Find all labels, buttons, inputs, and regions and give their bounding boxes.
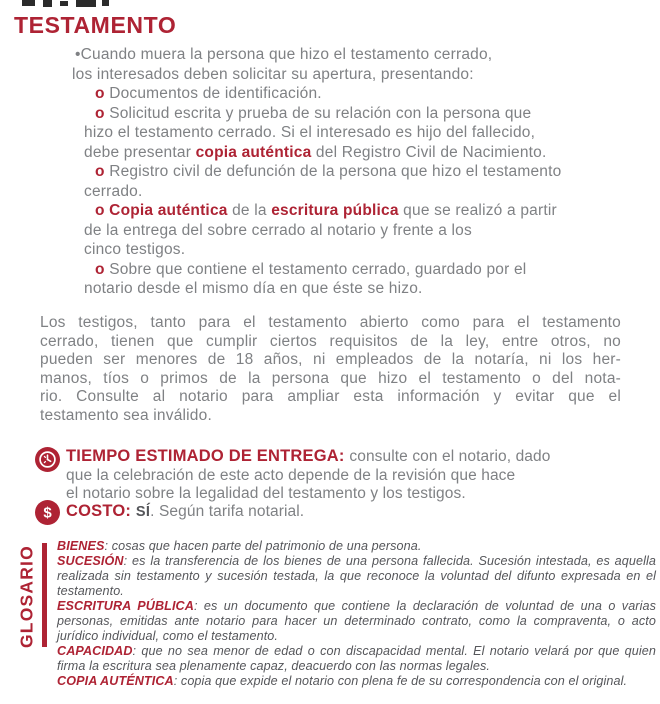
paragraph-line: pueden ser menores de 18 años, ni empleados de la notaría, ni los her- — [40, 351, 621, 369]
cropped-text-fragment — [60, 1, 68, 6]
tiempo-estimado-block — [66, 447, 626, 504]
list-item-line: o Copia auténtica de la escritura pública que se realizó a partir — [95, 202, 557, 219]
glossary-vertical-label: GLOSARIO — [16, 545, 37, 649]
paragraph-line: cerrado, tienen que cumplir ciertos requisitos de la ley, entre otros, no — [40, 332, 621, 350]
list-item-line: de la entrega del sobre cerrado al notario y frente a los — [84, 221, 472, 239]
witnesses-paragraph — [40, 314, 621, 426]
cropped-text-fragment — [102, 0, 109, 6]
list-item-line: debe presentar copia auténtica del Registro Civil de Nacimiento. — [84, 143, 547, 161]
paragraph-line: rio. Consulte al notario para ampliar esta información y evitar que el — [40, 388, 621, 406]
list-item-line: o Sobre que contiene el testamento cerrado, guardado por el — [95, 260, 527, 278]
costo-block — [66, 502, 626, 521]
clock-icon — [35, 447, 60, 472]
list-item-line: hizo el testamento cerrado. Si el interesado es hijo del fallecido, — [84, 124, 536, 141]
list-item-line: cerrado. — [84, 182, 143, 200]
tiempo-line: TIEMPO ESTIMADO DE ENTREGA: consulte con el notario, dado — [66, 447, 551, 465]
svg-text:$: $ — [43, 504, 52, 522]
paragraph-line: manos, tíos o primos de la persona que hizo el testamento o del nota- — [40, 369, 621, 387]
page-title: TESTAMENTO — [14, 12, 177, 38]
glossary-entry: CAPACIDAD: que no sea menor de edad o con discapacidad mental. El notario velará por que quien firma la escritura sea plenamente capaz, deacuerdo con las normas legales. — [57, 644, 656, 673]
glossary-entry: BIENES: cosas que hacen parte del patrimonio de una persona. — [57, 539, 422, 553]
tiempo-line: que la celebración de este acto depende de la revisión que hace — [66, 466, 516, 484]
list-item-line: o Solicitud escrita y prueba de su relación con la persona que — [95, 104, 532, 122]
cropped-text-fragment — [22, 0, 35, 6]
list-item-line: cinco testigos. — [84, 241, 186, 258]
intro-section — [0, 45, 660, 299]
paragraph-line: Los testigos, tanto para el testamento abierto como para el testamento — [40, 314, 621, 331]
glossary-entry: COPIA AUTÉNTICA: copia que expide el notario con plena fe de su correspondencia con el original. — [57, 674, 628, 688]
list-item-line: o Registro civil de defunción de la persona que hizo el testamento — [95, 163, 562, 180]
paragraph-line: testamento sea inválido. — [40, 406, 212, 424]
list-item-line: notario desde el mismo día en que éste se hizo. — [84, 280, 423, 297]
costo-line: COSTO: SÍ. Según tarifa notarial. — [66, 502, 305, 520]
dollar-icon — [35, 500, 60, 525]
glossary-entry: ESCRITURA PÚBLICA: es un documento que contiene la declaración de voluntad de una o varias personas, emitidas ante notario para hacer un determinado contrato, como la compraventa, o acto jurídico individual, como el testamento. — [57, 599, 657, 643]
glossary-entries — [57, 539, 656, 689]
list-item-line: o Documentos de identificación. — [95, 85, 322, 102]
cropped-text-fragment — [43, 0, 52, 7]
cropped-text-fragment — [76, 0, 96, 7]
tiempo-line: el notario sobre la legalidad del testamento y los testigos. — [66, 485, 466, 503]
glossary-divider-bar — [42, 543, 47, 647]
intro-line: los interesados deben solicitar su apertura, presentando: — [72, 65, 474, 83]
intro-line: •Cuando muera la persona que hizo el testamento cerrado, — [75, 46, 493, 63]
glossary-entry: SUCESIÓN: es la transferencia de los bienes de una persona fallecida. Sucesión intestada, es aquella realizada sin testamento y sucesión testada, la que reconoce la voluntad del difunto expresada en el testamento. — [57, 554, 656, 598]
